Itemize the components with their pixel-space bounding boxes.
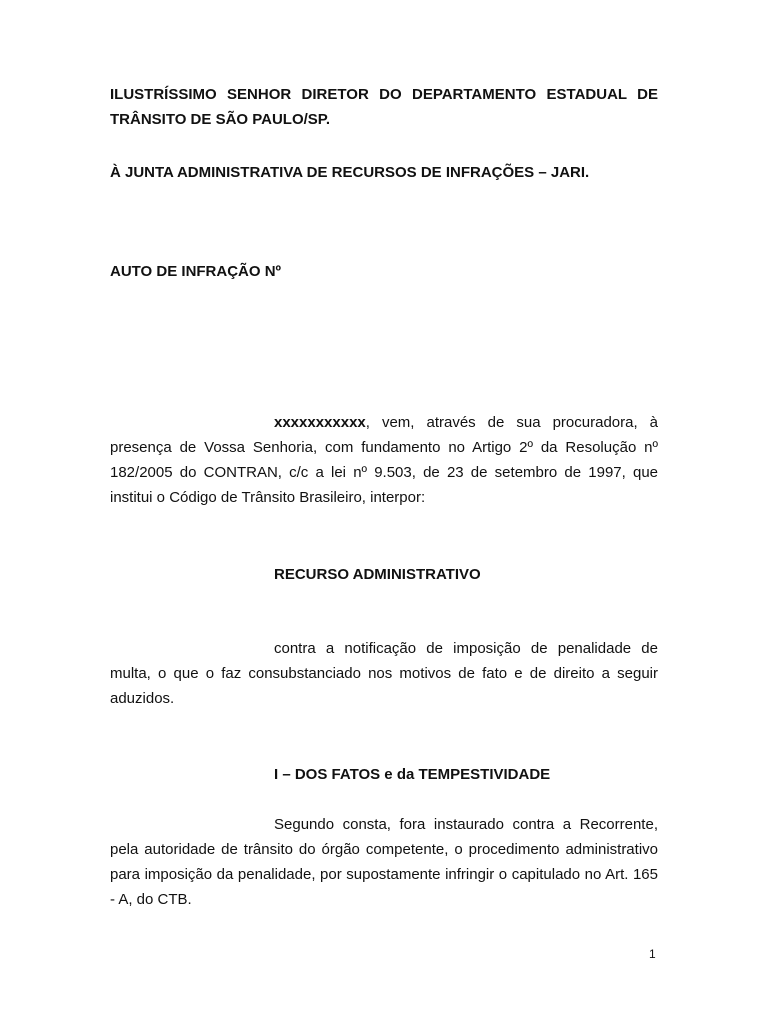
- section-fatos-paragraph: Segundo consta, fora instaurado contra a Recorrente, pela autoridade de trânsito do órgão competente, o procedimento administrativo para imposição da penalidade, por supostamente infringir o capitulado no Art. 165 - A, do CTB.: [110, 816, 658, 908]
- requerente-name-placeholder: xxxxxxxxxxx: [274, 414, 366, 431]
- auto-infracao-label: AUTO DE INFRAÇÃO Nº: [110, 263, 282, 280]
- intro-paragraph: [110, 410, 658, 510]
- recurso-paragraph: contra a notificação de imposição de penalidade de multa, o que o faz consubstanciado nos motivos de fato e de direito a seguir aduzidos.: [110, 640, 658, 707]
- addressee-heading: ILUSTRÍSSIMO SENHOR DIRETOR DO DEPARTAMENTO ESTADUAL DE TRÂNSITO DE SÃO PAULO/SP.: [110, 86, 658, 128]
- intro-text: , vem, através de sua procuradora, à presença de Vossa Senhoria, com fundamento no Artigo 2º da Resolução nº 182/2005 do CONTRAN, c/c a lei nº 9.503, de 23 de setembro de 1997, que institui o Código de Trânsito Brasileiro, interpor:: [110, 414, 658, 506]
- junta-heading: À JUNTA ADMINISTRATIVA DE RECURSOS DE INFRAÇÕES – JARI.: [110, 164, 590, 181]
- page-number: 1: [649, 947, 656, 961]
- recurso-title: RECURSO ADMINISTRATIVO: [274, 566, 481, 583]
- section-fatos-title: I – DOS FATOS e da TEMPESTIVIDADE: [274, 766, 551, 783]
